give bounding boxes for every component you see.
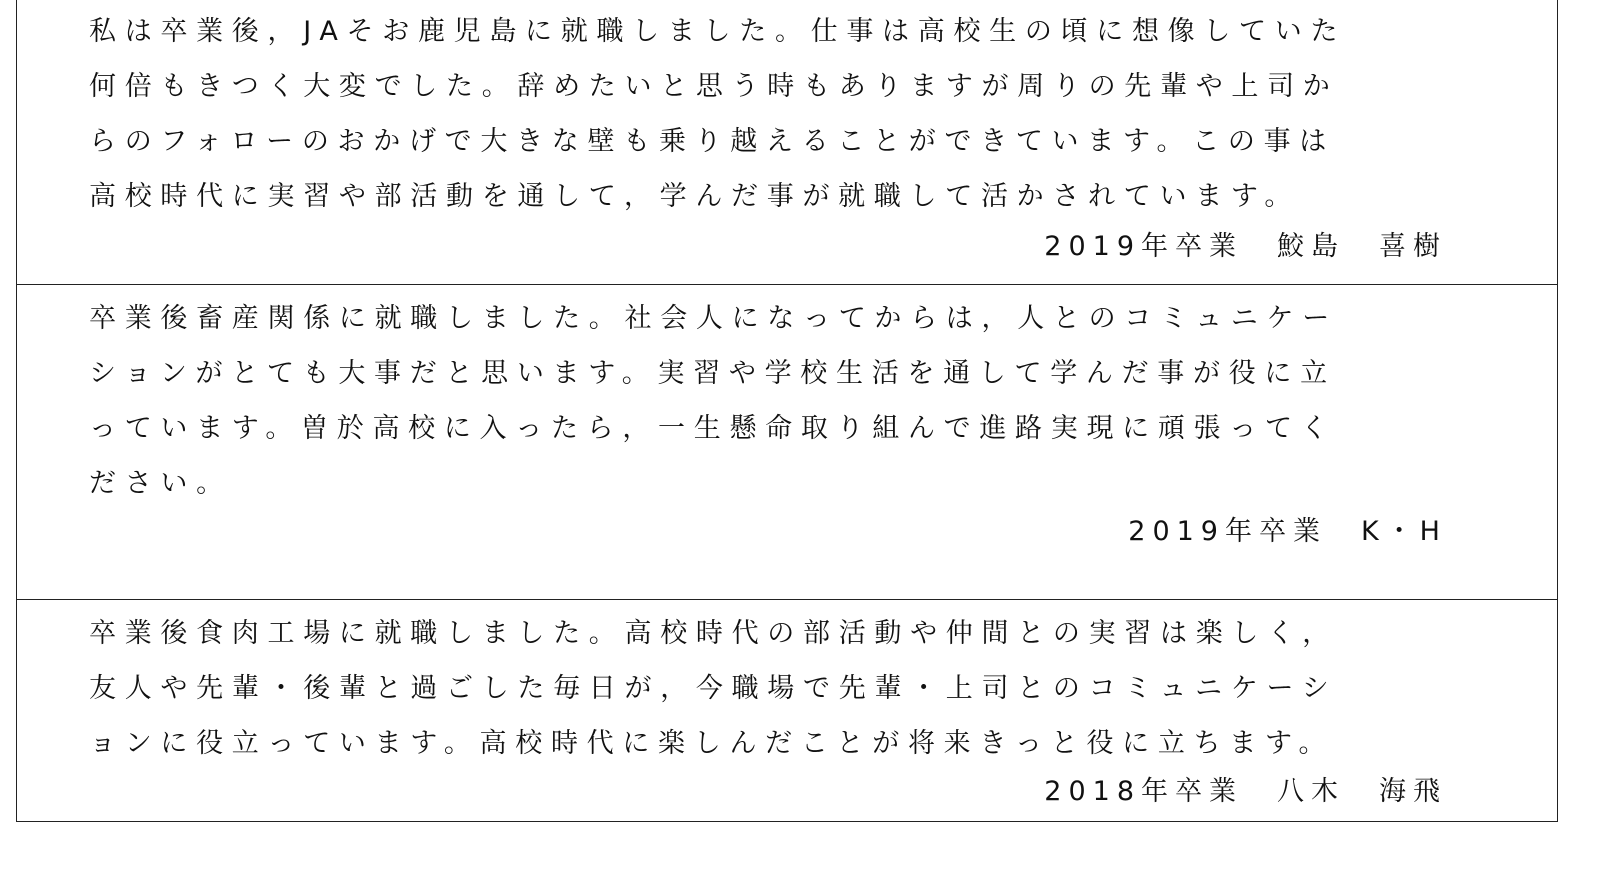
testimonial-box	[16, 600, 1558, 822]
testimonial-body	[89, 606, 1451, 771]
testimonial-line: っています。曽於高校に入ったら，一生懸命取り組んで進路実現に頑張ってく	[89, 413, 1337, 444]
testimonial-line: 何倍もきつく大変でした。辞めたいと思う時もありますが周りの先輩や上司か	[89, 71, 1339, 102]
testimonial-signature: 2019年卒業 K・H	[1128, 516, 1447, 547]
testimonial-signature: 2019年卒業 鮫島 喜樹	[1044, 231, 1447, 262]
testimonial-line: らのフォローのおかげで大きな壁も乗り越えることができています。この事は	[89, 126, 1335, 157]
testimonial-body	[89, 4, 1451, 224]
testimonial-box	[16, 0, 1558, 285]
testimonial-line: 私は卒業後，JAそお鹿児島に就職しました。仕事は高校生の頃に想像していた	[89, 16, 1347, 47]
testimonial-body	[89, 291, 1451, 511]
testimonial-document	[16, 0, 1558, 822]
testimonial-line: ションがとても大事だと思います。実習や学校生活を通して学んだ事が役に立	[89, 358, 1336, 389]
testimonial-line: 卒業後食肉工場に就職しました。高校時代の部活動や仲間との実習は楽しく，	[89, 618, 1338, 649]
testimonial-box	[16, 285, 1558, 600]
testimonial-line: 高校時代に実習や部活動を通して，学んだ事が就職して活かされています。	[89, 181, 1301, 212]
testimonial-line: ださい。	[89, 468, 232, 499]
testimonial-line: ョンに役立っています。高校時代に楽しんだことが将来きっと役に立ちます。	[89, 728, 1335, 759]
testimonial-line: 友人や先輩・後輩と過ごした毎日が，今職場で先輩・上司とのコミュニケーシ	[89, 673, 1338, 704]
testimonial-signature: 2018年卒業 八木 海飛	[1044, 776, 1447, 807]
testimonial-line: 卒業後畜産関係に就職しました。社会人になってからは，人とのコミュニケー	[89, 303, 1338, 334]
